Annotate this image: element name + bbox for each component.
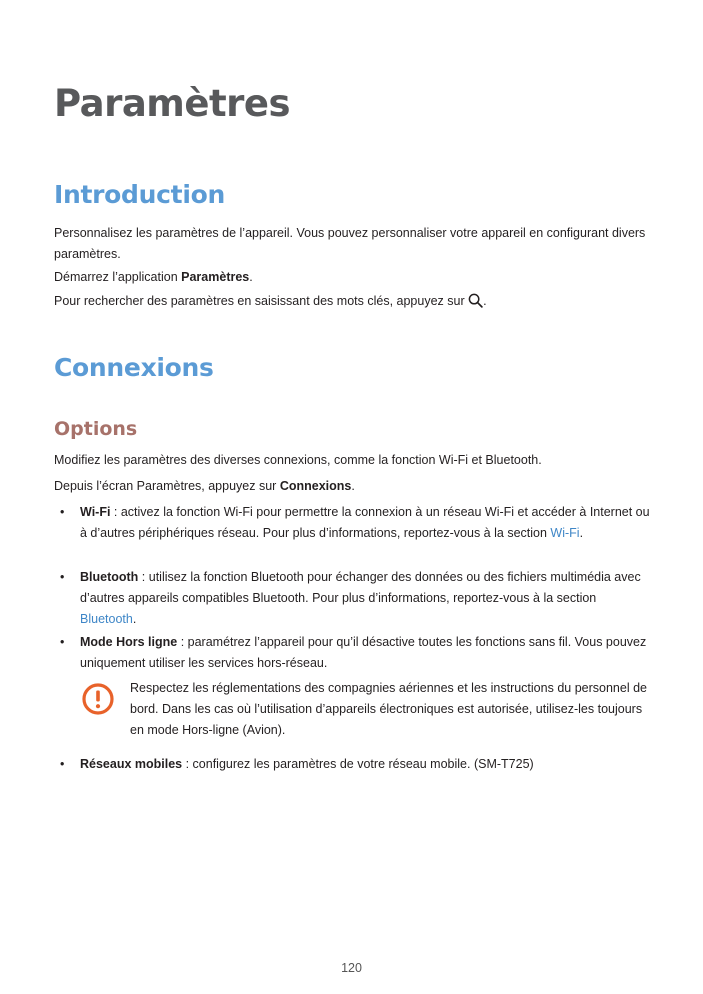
warning-note-text: Respectez les réglementations des compagnies aériennes et les instructions du personnel de bord. Dans les cas où l’utilisation d’appareils électroniques est autorisée, utilisez-les toujours en mode Hors-ligne (Avion). bbox=[130, 681, 647, 737]
bluetooth-section-link[interactable]: Bluetooth bbox=[80, 612, 133, 626]
list-item-term: Wi-Fi bbox=[80, 505, 111, 519]
search-icon bbox=[468, 293, 483, 308]
list-item-description: : activez la fonction Wi-Fi pour permettre la connexion à un réseau Wi-Fi et accéder à Internet ou à d’autres périphériques réseau. Pour plus d’informations, reportez-vous à la section bbox=[80, 505, 650, 540]
wifi-section-link[interactable]: Wi-Fi bbox=[550, 526, 580, 540]
list-item-description: : configurez les paramètres de votre réseau mobile. (SM-T725) bbox=[182, 757, 534, 771]
intro-launch-paragraph bbox=[54, 267, 654, 288]
bullet-dot: • bbox=[60, 505, 65, 519]
page-number: 120 bbox=[341, 961, 362, 975]
list-item-text bbox=[80, 567, 652, 630]
list-item-term: Bluetooth bbox=[80, 570, 139, 584]
list-item-end: . bbox=[132, 612, 137, 626]
list-item-text bbox=[80, 502, 652, 544]
bullet-dot: • bbox=[60, 635, 65, 649]
connexions-access-end: . bbox=[351, 479, 355, 493]
connexions-paragraph: Modifiez les paramètres des diverses connexions, comme la fonction Wi-Fi et Bluetooth. bbox=[54, 453, 542, 467]
list-item-text bbox=[80, 632, 652, 674]
intro-search-end: . bbox=[483, 294, 487, 308]
connexions-access-paragraph bbox=[54, 476, 654, 497]
connexions-access-text: Depuis l’écran Paramètres, appuyez sur bbox=[54, 479, 280, 493]
list-item-text bbox=[80, 754, 652, 775]
list-item-term: Réseaux mobiles bbox=[80, 757, 183, 771]
intro-search-paragraph bbox=[54, 291, 654, 312]
list-item-term: Mode Hors ligne bbox=[80, 635, 178, 649]
warning-icon bbox=[82, 683, 114, 715]
intro-paragraph: Personnalisez les paramètres de l’appareil. Vous pouvez personnaliser votre appareil en configurant divers paramètres. bbox=[54, 226, 646, 261]
intro-launch-text: Démarrez l’application bbox=[54, 270, 182, 284]
subsection-heading-options: Options bbox=[54, 418, 138, 440]
intro-search-text: Pour rechercher des paramètres en saisissant des mots clés, appuyez sur bbox=[54, 294, 469, 308]
section-heading-introduction: Introduction bbox=[54, 180, 225, 209]
list-item-description: : paramétrez l’appareil pour qu’il désactive toutes les fonctions sans fil. Vous pouvez uniquement utiliser les services hors-réseau. bbox=[80, 635, 647, 670]
bullet-dot: • bbox=[60, 757, 65, 771]
list-item-description: : utilisez la fonction Bluetooth pour échanger des données ou des fichiers multimédia avec d’autres appareils compatibles Bluetooth. Pour plus d’informations, reportez-vous à la section bbox=[80, 570, 641, 605]
connexions-access-menu-name: Connexions bbox=[279, 479, 352, 493]
section-heading-connexions: Connexions bbox=[54, 353, 214, 382]
bullet-dot: • bbox=[60, 570, 65, 584]
page-title: Paramètres bbox=[54, 82, 291, 125]
list-item-end: . bbox=[579, 526, 584, 540]
intro-launch-end: . bbox=[249, 270, 253, 284]
intro-launch-app-name: Paramètres bbox=[181, 270, 250, 284]
